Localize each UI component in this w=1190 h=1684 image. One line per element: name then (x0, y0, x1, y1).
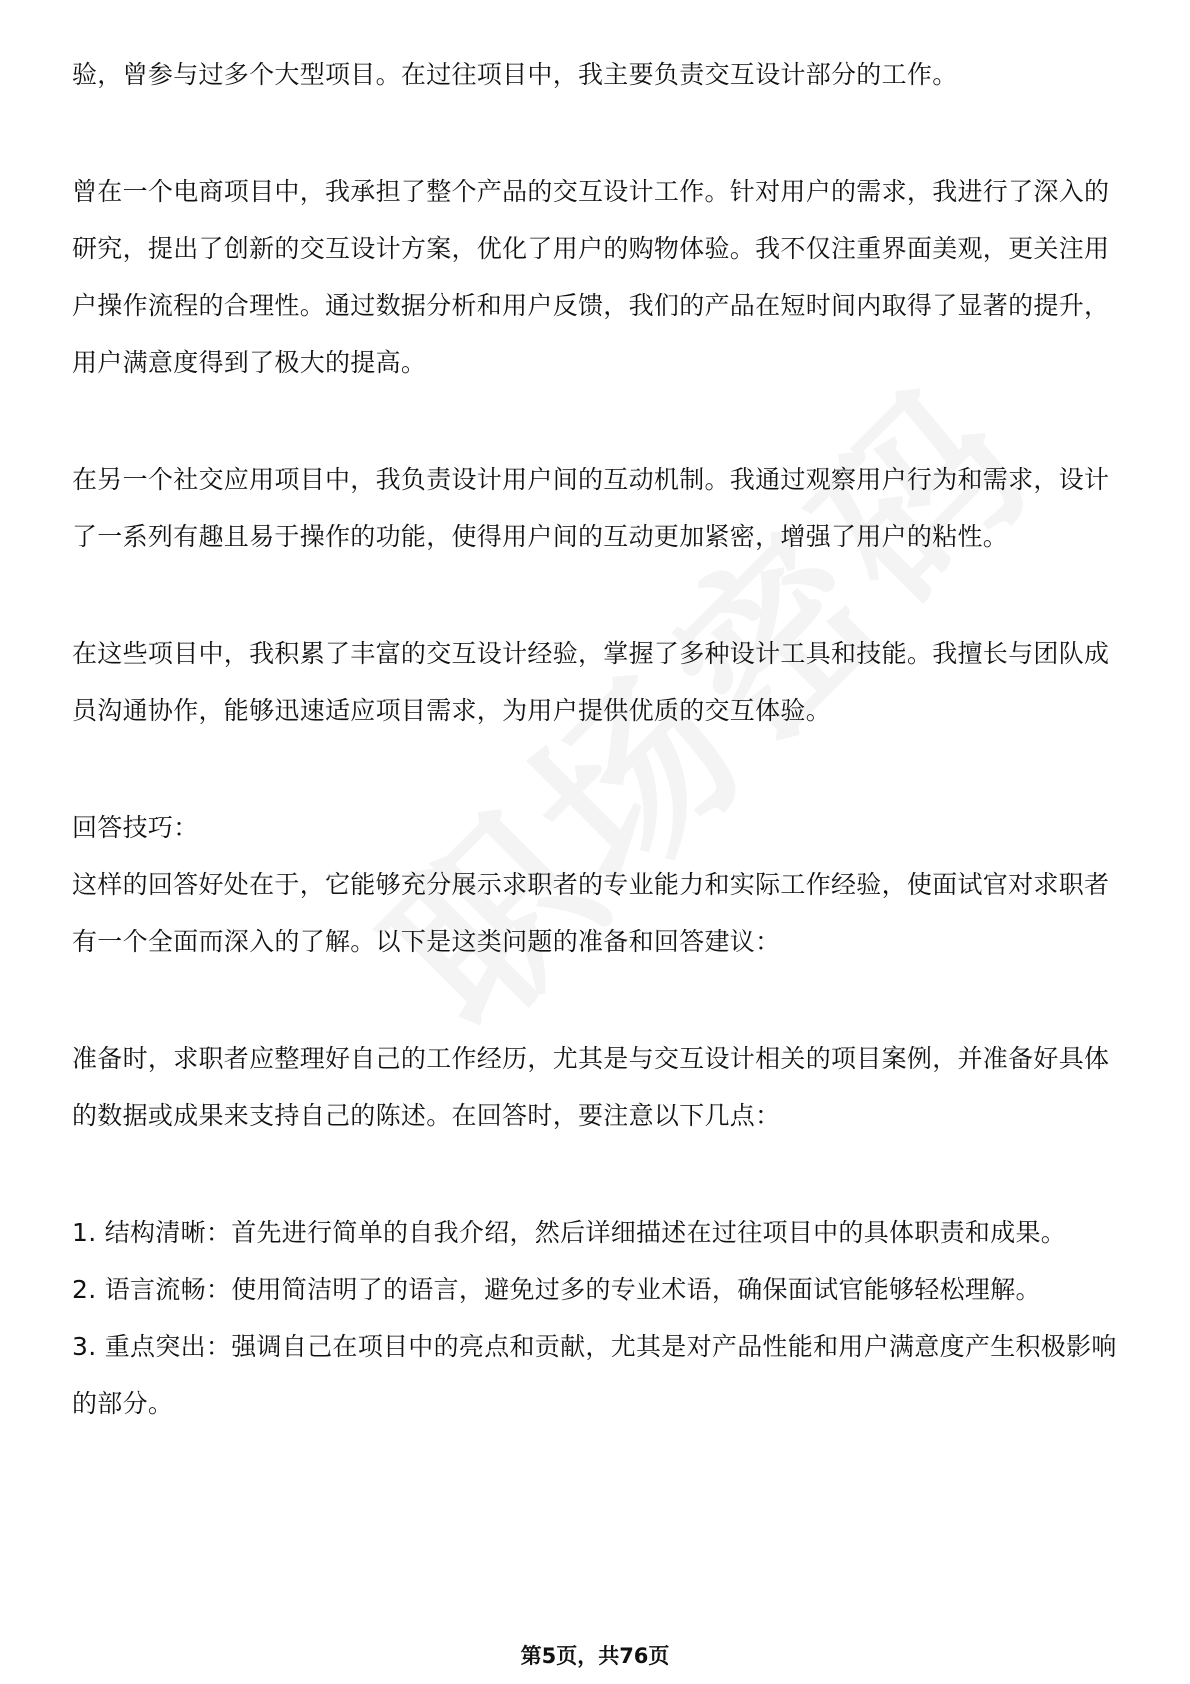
document-body (72, 46, 1122, 1432)
tips-list (72, 1204, 1122, 1432)
list-item: 1. 结构清晰：首先进行简单的自我介绍，然后详细描述在过往项目中的具体职责和成果。 (72, 1218, 1067, 1247)
paragraph-experience-intro: 验，曾参与过多个大型项目。在过往项目中，我主要负责交互设计部分的工作。 (72, 60, 958, 89)
tips-heading: 回答技巧： (72, 813, 199, 842)
paragraph-social-project: 在另一个社交应用项目中，我负责设计用户间的互动机制。我通过观察用户行为和需求，设计了一系列有趣且易于操作的功能，使得用户间的互动更加紧密，增强了用户的粘性。 (72, 465, 1110, 551)
paragraph-experience-summary: 在这些项目中，我积累了丰富的交互设计经验，掌握了多种设计工具和技能。我擅长与团队成员沟通协作，能够迅速适应项目需求，为用户提供优质的交互体验。 (72, 639, 1110, 725)
page-number-footer: 第5页，共76页 (520, 1644, 670, 1668)
paragraph-spacer (72, 1144, 1122, 1204)
paragraph-ecommerce-project: 曾在一个电商项目中，我承担了整个产品的交互设计工作。针对用户的需求，我进行了深入的研究，提出了创新的交互设计方案，优化了用户的购物体验。我不仅注重界面美观，更关注用户操作流程的合理性。通过数据分析和用户反馈，我们的产品在短时间内取得了显著的提升，用户满意度得到了极大的提高。 (72, 177, 1110, 377)
paragraph-spacer (72, 970, 1122, 1030)
paragraph-spacer (72, 739, 1122, 799)
paragraph-spacer (72, 391, 1122, 451)
paragraph-spacer (72, 565, 1122, 625)
list-item: 3. 重点突出：强调自己在项目中的亮点和贡献，尤其是对产品性能和用户满意度产生积极影响的部分。 (72, 1332, 1117, 1418)
paragraph-preparation: 准备时，求职者应整理好自己的工作经历，尤其是与交互设计相关的项目案例，并准备好具体的数据或成果来支持自己的陈述。在回答时，要注意以下几点： (72, 1044, 1110, 1130)
paragraph-answer-benefit: 这样的回答好处在于，它能够充分展示求职者的专业能力和实际工作经验，使面试官对求职者有一个全面而深入的了解。以下是这类问题的准备和回答建议： (72, 870, 1110, 956)
list-item: 2. 语言流畅：使用简洁明了的语言，避免过多的专业术语，确保面试官能够轻松理解。 (72, 1275, 1041, 1304)
paragraph-spacer (72, 103, 1122, 163)
